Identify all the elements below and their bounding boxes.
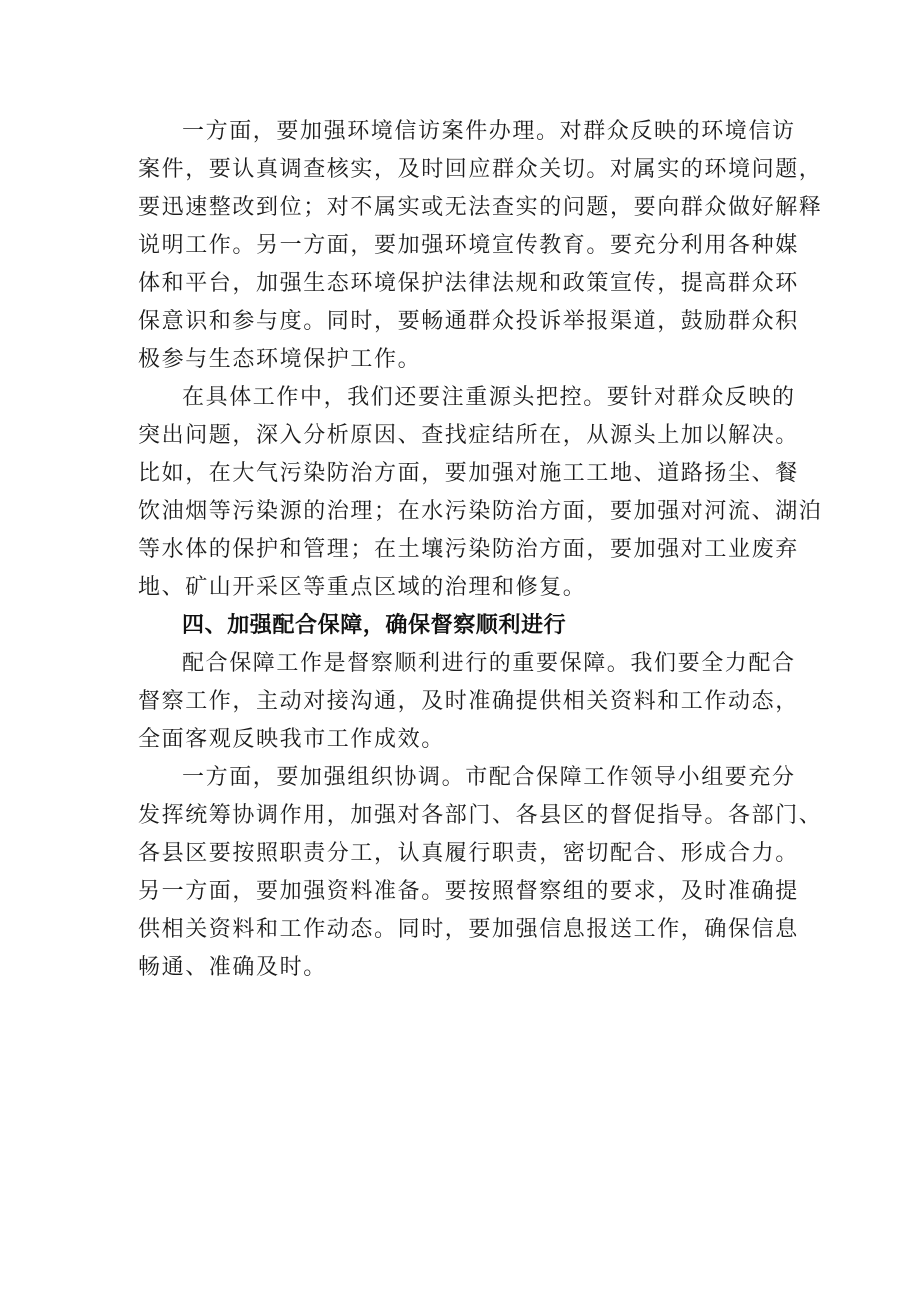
text-line: 各县区要按照职责分工，认真履行职责，密切配合、形成合力。 <box>138 841 799 866</box>
text-line: 全面客观反映我市工作成效。 <box>138 727 445 752</box>
text-line: 等水体的保护和管理；在土壤污染防治方面，要加强对工业废弃 <box>138 537 799 562</box>
paragraph-organization <box>138 759 823 987</box>
text-line: 配合保障工作是督察顺利进行的重要保障。我们要全力配合 <box>182 651 796 676</box>
text-line: 突出问题，深入分析原因、查找症结所在，从源头上加以解决。 <box>138 423 799 448</box>
text-line: 督察工作，主动对接沟通，及时准确提供相关资料和工作动态， <box>138 689 799 714</box>
text-line: 供相关资料和工作动态。同时，要加强信息报送工作，确保信息 <box>138 917 799 942</box>
text-line: 饮油烟等污染源的治理；在水污染防治方面，要加强对河流、湖泊 <box>138 499 823 524</box>
text-line: 在具体工作中，我们还要注重源头把控。要针对群众反映的 <box>182 385 796 410</box>
document-body <box>138 113 823 987</box>
text-line: 另一方面，要加强资料准备。要按照督察组的要求，及时准确提 <box>138 879 799 904</box>
section-heading: 四、加强配合保障，确保督察顺利进行 <box>182 613 567 638</box>
paragraph-source-control <box>138 379 823 607</box>
text-line: 极参与生态环境保护工作。 <box>138 347 422 372</box>
text-line: 案件，要认真调查核实，及时回应群众关切。对属实的环境问题， <box>138 157 823 182</box>
text-line: 发挥统筹协调作用，加强对各部门、各县区的督促指导。各部门、 <box>138 803 823 828</box>
paragraph-support-intro <box>138 645 800 759</box>
text-line: 体和平台，加强生态环境保护法律法规和政策宣传，提高群众环 <box>138 271 799 296</box>
text-line: 一方面，要加强组织协调。市配合保障工作领导小组要充分 <box>182 765 796 790</box>
text-line: 要迅速整改到位；对不属实或无法查实的问题，要向群众做好解释 <box>138 195 823 220</box>
text-line: 畅通、准确及时。 <box>138 955 327 980</box>
text-line: 保意识和参与度。同时，要畅通群众投诉举报渠道，鼓励群众积 <box>138 309 799 334</box>
text-line: 一方面，要加强环境信访案件办理。对群众反映的环境信访 <box>182 119 796 144</box>
text-line: 比如，在大气污染防治方面，要加强对施工工地、道路扬尘、餐 <box>138 461 799 486</box>
text-line: 地、矿山开采区等重点区域的治理和修复。 <box>138 575 587 600</box>
text-line: 说明工作。另一方面，要加强环境宣传教育。要充分利用各种媒 <box>138 233 799 258</box>
paragraph-petition-handling <box>138 113 823 379</box>
